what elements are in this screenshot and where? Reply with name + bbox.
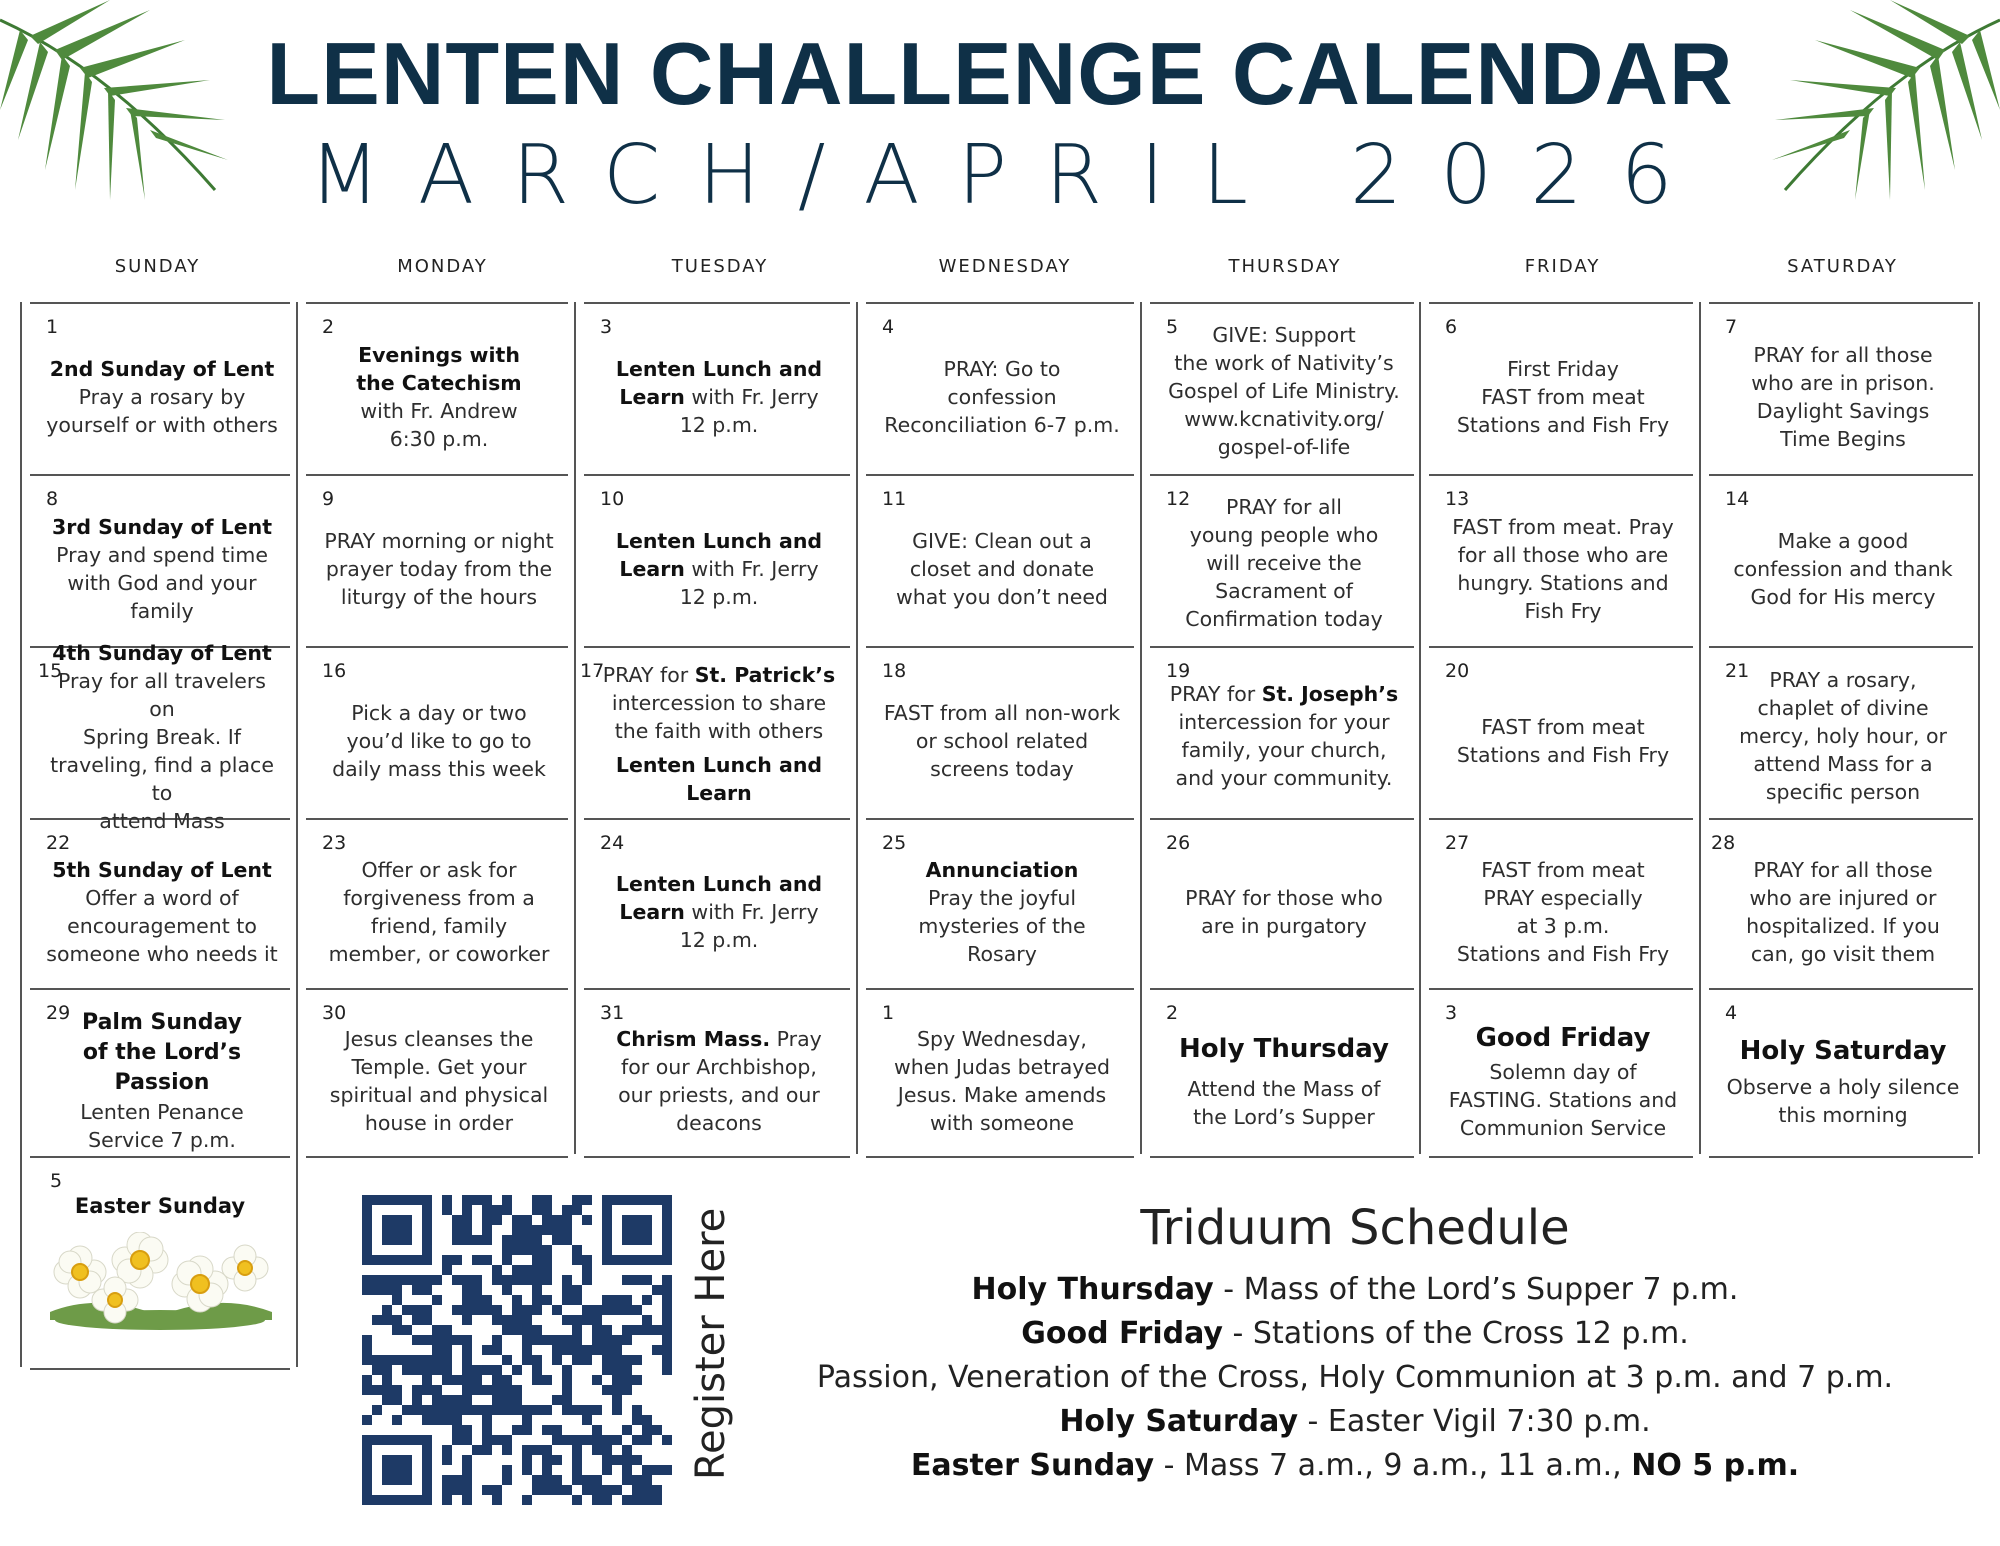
calendar-day-mar-24 (584, 820, 850, 986)
daffodil-flowers-icon (40, 1232, 280, 1342)
day-text: Offer or ask for (361, 858, 517, 882)
day-text: PRAY: Go to (943, 357, 1061, 381)
calendar-day-mar-17 (580, 648, 850, 816)
day-text: or school related (915, 729, 1089, 753)
day-title: Palm Sunday (82, 1010, 242, 1035)
day-title: Learn (619, 900, 685, 924)
day-number: 10 (600, 488, 625, 510)
calendar-day-mar-8 (30, 476, 290, 644)
day-text: Offer a word of (85, 886, 239, 910)
day-title: Lenten Lunch and (615, 357, 823, 381)
calendar-day-mar-21 (1709, 648, 1973, 816)
day-number: 16 (322, 660, 347, 682)
day-text: attend Mass (99, 809, 225, 833)
page-title: LENTEN CHALLENGE CALENDAR (266, 24, 1734, 123)
calendar-day-mar-28 (1709, 820, 1973, 986)
day-text: Spy Wednesday, (917, 1027, 1087, 1051)
day-text: Confirmation today (1185, 607, 1383, 631)
day-text: will receive the (1206, 551, 1362, 575)
day-number: 11 (882, 488, 907, 510)
grid-line (20, 302, 22, 1367)
day-text: mysteries of the (918, 914, 1086, 938)
calendar-day-mar-22 (30, 820, 290, 986)
day-text: FAST from meat (1481, 715, 1645, 739)
calendar-day-apr-3 (1429, 990, 1693, 1154)
day-text: with Fr. Andrew (360, 399, 518, 423)
day-text: at 3 p.m. (1516, 914, 1610, 938)
day-text: with Fr. Jerry (684, 900, 819, 924)
day-text: Attend the Mass of (1187, 1077, 1381, 1101)
day-number: 4 (882, 316, 895, 338)
calendar-day-mar-13 (1429, 476, 1693, 644)
day-number: 7 (1725, 316, 1738, 338)
day-number: 12 (1166, 488, 1191, 510)
day-number: 31 (600, 1002, 625, 1024)
day-text: PRAY for (602, 663, 695, 687)
day-number: 2 (322, 316, 335, 338)
grid-line (584, 1156, 850, 1158)
day-text: Stations and Fish Fry (1456, 413, 1670, 437)
calendar-day-mar-12 (1150, 476, 1414, 644)
day-text: hungry. Stations and (1457, 571, 1669, 595)
day-text: with Fr. Jerry (684, 385, 819, 409)
day-text: specific person (1765, 780, 1921, 804)
day-text: Fish Fry (1524, 599, 1602, 623)
day-title: Evenings with (358, 343, 520, 367)
day-text: Pray for all travelers on (57, 669, 266, 721)
day-text: chaplet of divine (1757, 696, 1929, 720)
day-number: 4 (1725, 1002, 1738, 1024)
day-text: who are injured or (1749, 886, 1937, 910)
day-text: screens today (930, 757, 1074, 781)
day-text: Service 7 p.m. (88, 1128, 236, 1152)
calendar-day-apr-1 (866, 990, 1134, 1154)
registration-qr-code[interactable] (362, 1195, 672, 1505)
day-text: Pray (770, 1027, 822, 1051)
calendar-day-mar-25 (866, 820, 1134, 986)
calendar-day-mar-1 (30, 304, 290, 472)
day-number: 24 (600, 832, 625, 854)
day-text: what you don’t need (896, 585, 1108, 609)
triduum-line: Holy Thursday - Mass of the Lord’s Supper 7 p.m. (971, 1272, 1739, 1307)
day-title: Good Friday (1475, 1023, 1651, 1053)
calendar-day-mar-6 (1429, 304, 1693, 472)
calendar-day-mar-11 (866, 476, 1134, 644)
grid-line (1150, 1156, 1414, 1158)
calendar-day-mar-4 (866, 304, 1134, 472)
day-number: 18 (882, 660, 907, 682)
day-text: PRAY for (1169, 682, 1262, 706)
calendar-day-mar-9 (306, 476, 568, 644)
grid-line (574, 302, 576, 1154)
day-text: Pray and spend time (56, 543, 268, 567)
day-text: the Lord’s Supper (1193, 1105, 1375, 1129)
day-title: 5th Sunday of Lent (52, 858, 272, 882)
day-text: Stations and Fish Fry (1456, 942, 1670, 966)
day-number: 1 (882, 1002, 895, 1024)
day-text: liturgy of the hours (340, 585, 538, 609)
day-text: spiritual and physical (329, 1083, 549, 1107)
day-text: this morning (1778, 1103, 1908, 1127)
triduum-title: Triduum Schedule (1140, 1200, 1570, 1256)
day-text: Reconciliation 6-7 p.m. (884, 413, 1120, 437)
day-number: 8 (46, 488, 59, 510)
day-number: 30 (322, 1002, 347, 1024)
day-title: Holy Thursday (1179, 1034, 1389, 1064)
day-text: deacons (676, 1111, 762, 1135)
day-title: 4th Sunday of Lent (52, 641, 272, 665)
page-subtitle: MARCH/APRIL 2026 (309, 128, 1711, 223)
calendar-day-mar-29 (30, 990, 290, 1154)
day-text: FASTING. Stations and (1448, 1088, 1678, 1112)
calendar-day-mar-27 (1429, 820, 1693, 986)
day-text: member, or coworker (328, 942, 550, 966)
day-text: the work of Nativity’s (1174, 351, 1394, 375)
day-text: closet and donate (909, 557, 1095, 581)
day-text: friend, family (370, 914, 508, 938)
weekday-thursday: THURSDAY (1228, 256, 1342, 277)
grid-line (1709, 1156, 1973, 1158)
day-text: God for His mercy (1750, 585, 1936, 609)
day-text: and your community. (1175, 766, 1393, 790)
day-number: 2 (1166, 1002, 1179, 1024)
grid-line (1429, 1156, 1693, 1158)
day-text: First Friday (1507, 357, 1619, 381)
day-number: 28 (1711, 832, 1736, 854)
day-number: 20 (1445, 660, 1470, 682)
day-text: PRAY a rosary, (1769, 668, 1917, 692)
day-text: Sacrament of (1215, 579, 1353, 603)
grid-line (866, 1156, 1134, 1158)
day-text: Solemn day of (1489, 1060, 1637, 1084)
triduum-line: Easter Sunday - Mass 7 a.m., 9 a.m., 11 a.m., NO 5 p.m. (910, 1448, 1800, 1483)
day-text: 12 p.m. (679, 413, 759, 437)
day-text: Communion Service (1459, 1116, 1667, 1140)
grid-line (1419, 302, 1421, 1154)
day-text: mercy, holy hour, or (1739, 724, 1947, 748)
day-title: Lenten Lunch and (615, 753, 823, 777)
grid-line (306, 1156, 568, 1158)
day-title: of the Lord’s Passion (82, 1040, 242, 1095)
day-text: Rosary (967, 942, 1037, 966)
day-text: Pray the joyful (927, 886, 1077, 910)
day-text: Make a good (1777, 529, 1909, 553)
day-text: family (130, 599, 194, 623)
day-number: 6 (1445, 316, 1458, 338)
day-text: Pray a rosary by (78, 385, 246, 409)
calendar-day-mar-20 (1429, 648, 1693, 816)
day-text: confession (947, 385, 1057, 409)
day-text: with Fr. Jerry (684, 557, 819, 581)
day-text: intercession for your (1178, 710, 1390, 734)
day-text: forgiveness from a (343, 886, 535, 910)
day-number: 5 (1166, 316, 1179, 338)
calendar-day-mar-26 (1150, 820, 1414, 986)
day-text: yourself or with others (46, 413, 278, 437)
triduum-line: Good Friday - Stations of the Cross 12 p.m. (1021, 1316, 1689, 1351)
day-title: St. Patrick’s (694, 663, 836, 687)
day-number: 21 (1725, 660, 1750, 682)
day-text: traveling, find a place to (50, 753, 274, 805)
day-text: house in order (364, 1111, 514, 1135)
day-text: 12 p.m. (679, 585, 759, 609)
day-title: St. Joseph’s (1261, 682, 1399, 706)
day-text: Spring Break. If (82, 725, 242, 749)
day-text: confession and thank (1733, 557, 1953, 581)
calendar-day-mar-10 (584, 476, 850, 644)
calendar-day-mar-3 (584, 304, 850, 472)
day-title: Easter Sunday (74, 1194, 246, 1218)
day-text: attend Mass for a (1753, 752, 1933, 776)
calendar-day-mar-5 (1150, 304, 1414, 472)
day-link[interactable]: gospel-of-life (1217, 435, 1351, 459)
day-text: for our Archbishop, (621, 1055, 817, 1079)
calendar-day-mar-2 (306, 304, 568, 472)
register-here-label: Register Here (688, 1207, 734, 1480)
day-text: GIVE: Clean out a (912, 529, 1092, 553)
day-text: Jesus cleanses the (344, 1027, 534, 1051)
day-text: FAST from all non-work (883, 701, 1121, 725)
day-text: PRAY for all (1226, 495, 1342, 519)
calendar-day-mar-31 (584, 990, 850, 1154)
day-text: Temple. Get your (351, 1055, 527, 1079)
day-text: Stations and Fish Fry (1456, 743, 1670, 767)
calendar-day-mar-14 (1709, 476, 1973, 644)
calendar-day-mar-15 (30, 641, 290, 833)
calendar-day-mar-23 (306, 820, 568, 986)
day-number: 19 (1166, 660, 1191, 682)
day-title: 2nd Sunday of Lent (49, 357, 275, 381)
day-number: 3 (1445, 1002, 1458, 1024)
weekday-monday: MONDAY (397, 256, 488, 277)
day-text: the faith with others (614, 719, 824, 743)
day-text: Pick a day or two (351, 701, 527, 725)
calendar-day-mar-30 (306, 990, 568, 1154)
day-text: PRAY for all those (1753, 343, 1933, 367)
day-text: hospitalized. If you (1746, 914, 1940, 938)
weekday-wednesday: WEDNESDAY (938, 256, 1072, 277)
day-text: 12 p.m. (679, 928, 759, 952)
day-text: when Judas betrayed (893, 1055, 1111, 1079)
day-text: 6:30 p.m. (389, 427, 489, 451)
day-text: for all those who are (1457, 543, 1669, 567)
day-title: Lenten Lunch and (615, 872, 823, 896)
day-number: 17 (580, 660, 605, 682)
day-text: daily mass this week (332, 757, 546, 781)
weekday-sunday: SUNDAY (114, 256, 201, 277)
day-number: 22 (46, 832, 71, 854)
day-title: Lenten Lunch and (615, 529, 823, 553)
calendar-day-apr-2 (1150, 990, 1414, 1154)
day-text: PRAY for those who (1185, 886, 1383, 910)
day-title: 3rd Sunday of Lent (51, 515, 272, 539)
day-text: FAST from meat. Pray (1452, 515, 1674, 539)
day-text: Daylight Savings (1756, 399, 1930, 423)
day-text: Jesus. Make amends (897, 1083, 1107, 1107)
day-number: 29 (46, 1002, 71, 1024)
day-text: PRAY especially (1483, 886, 1643, 910)
calendar-day-mar-16 (306, 648, 568, 816)
day-number: 27 (1445, 832, 1470, 854)
day-text: are in purgatory (1201, 914, 1367, 938)
day-link[interactable]: www.kcnativity.org/ (1184, 407, 1384, 431)
grid-line (296, 302, 298, 1367)
grid-line (856, 302, 858, 1154)
day-text: Time Begins (1780, 427, 1906, 451)
day-title: Holy Saturday (1739, 1036, 1947, 1066)
day-text: young people who (1189, 523, 1379, 547)
day-title: Learn (686, 781, 752, 805)
day-number: 15 (38, 660, 63, 682)
day-text: can, go visit them (1750, 942, 1936, 966)
day-number: 25 (882, 832, 907, 854)
day-number: 9 (322, 488, 335, 510)
day-number: 3 (600, 316, 613, 338)
day-title: Learn (619, 385, 685, 409)
day-text: you’d like to go to (346, 729, 532, 753)
day-text: FAST from meat (1481, 858, 1645, 882)
day-title: Chrism Mass. (616, 1027, 771, 1051)
day-text: intercession to share (611, 691, 827, 715)
day-text: with someone (930, 1111, 1074, 1135)
triduum-line: Holy Saturday - Easter Vigil 7:30 p.m. (1059, 1404, 1651, 1439)
calendar-day-mar-19 (1150, 648, 1414, 816)
day-text: PRAY for all those (1753, 858, 1933, 882)
weekday-saturday: SATURDAY (1787, 256, 1898, 277)
weekday-friday: FRIDAY (1524, 256, 1601, 277)
day-text: with God and your (67, 571, 257, 595)
day-text: Lenten Penance (80, 1100, 244, 1124)
day-text: Observe a holy silence (1726, 1075, 1960, 1099)
grid-line (30, 1368, 290, 1370)
day-text: Gospel of Life Ministry. (1168, 379, 1400, 403)
day-text: who are in prison. (1751, 371, 1935, 395)
day-text: FAST from meat (1481, 385, 1645, 409)
day-title: the Catechism (356, 371, 522, 395)
day-text: GIVE: Support (1212, 323, 1356, 347)
triduum-line: Passion, Veneration of the Cross, Holy Communion at 3 p.m. and 7 p.m. (816, 1360, 1894, 1395)
day-text: PRAY morning or night (324, 529, 554, 553)
day-text: prayer today from the (325, 557, 553, 581)
grid-line (1978, 302, 1980, 1154)
weekday-tuesday: TUESDAY (671, 256, 769, 277)
day-text: someone who needs it (46, 942, 278, 966)
calendar-day-apr-4 (1709, 990, 1973, 1154)
day-number: 14 (1725, 488, 1750, 510)
day-number: 26 (1166, 832, 1191, 854)
day-number: 5 (50, 1170, 63, 1192)
calendar-day-mar-18 (866, 648, 1134, 816)
day-title: Annunciation (925, 858, 1079, 882)
day-text: encouragement to (67, 914, 257, 938)
day-title: Learn (619, 557, 685, 581)
grid-line (1140, 302, 1142, 1154)
day-text: our priests, and our (618, 1083, 820, 1107)
day-number: 1 (46, 316, 59, 338)
day-number: 13 (1445, 488, 1470, 510)
day-text: family, your church, (1181, 738, 1387, 762)
calendar-day-mar-7 (1709, 304, 1973, 472)
grid-line (1699, 302, 1701, 1154)
day-number: 23 (322, 832, 347, 854)
